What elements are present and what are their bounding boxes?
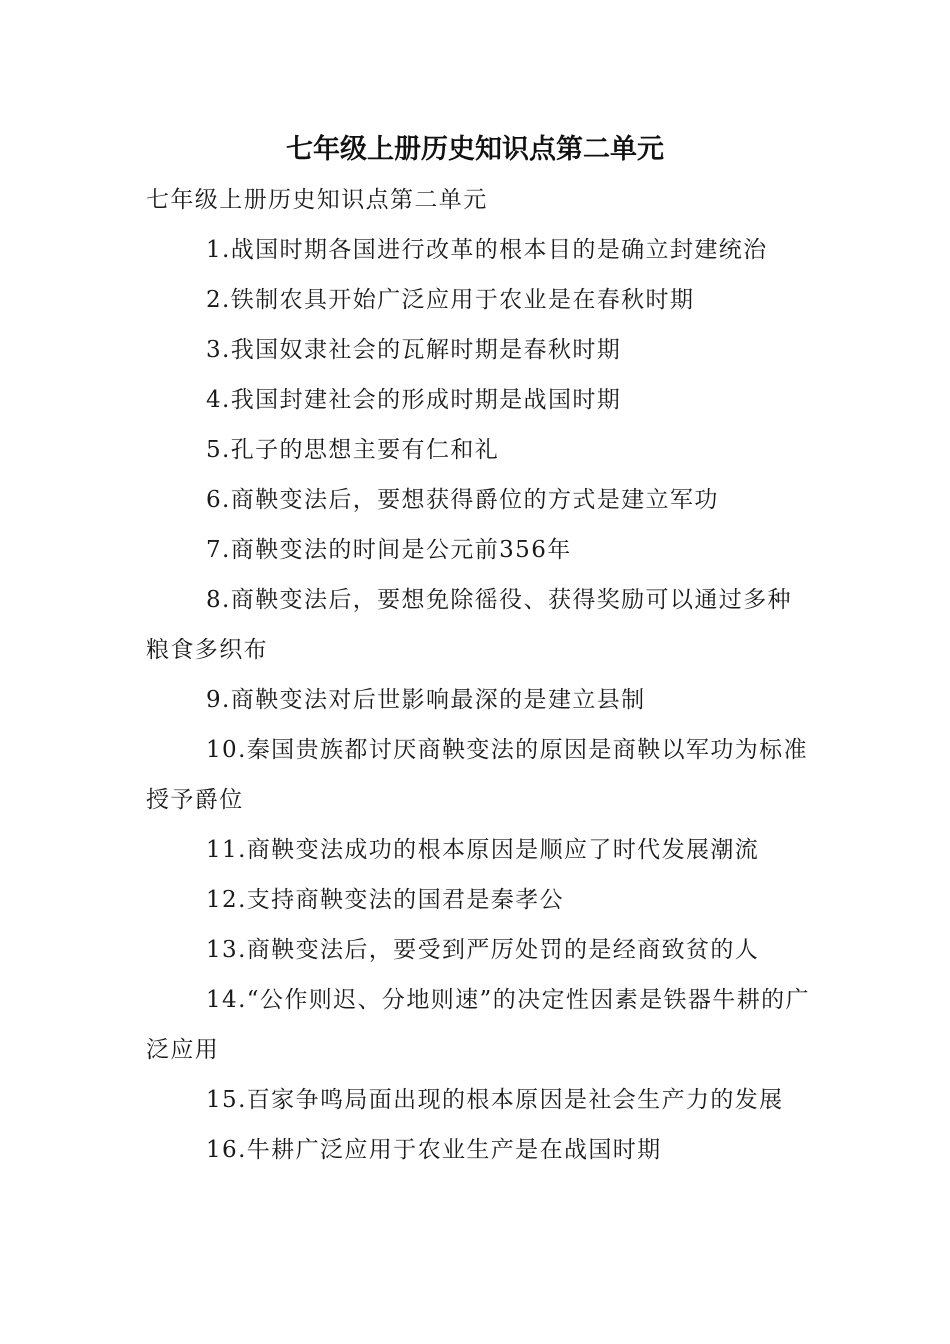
- knowledge-item: 3.我国奴隶社会的瓦解时期是春秋时期: [206, 337, 622, 363]
- knowledge-item: 13.商鞅变法后，要受到严厉处罚的是经商致贫的人: [206, 937, 760, 963]
- document-subtitle: 七年级上册历史知识点第二单元: [146, 187, 488, 213]
- knowledge-item: 11.商鞅变法成功的根本原因是顺应了时代发展潮流: [206, 837, 760, 863]
- knowledge-item: 2.铁制农具开始广泛应用于农业是在春秋时期: [206, 287, 695, 313]
- knowledge-item: 9.商鞅变法对后世影响最深的是建立县制: [206, 687, 646, 713]
- knowledge-item: 6.商鞅变法后，要想获得爵位的方式是建立军功: [206, 487, 719, 513]
- knowledge-item: 7.商鞅变法的时间是公元前356年: [206, 537, 572, 563]
- knowledge-item: 4.我国封建社会的形成时期是战国时期: [206, 387, 622, 413]
- document-title: 七年级上册历史知识点第二单元: [286, 134, 664, 165]
- knowledge-item: 1.战国时期各国进行改革的根本目的是确立封建统治: [206, 237, 768, 263]
- knowledge-item: 16.牛耕广泛应用于农业生产是在战国时期: [206, 1137, 662, 1163]
- knowledge-item: 14.“公作则迟、分地则速”的决定性因素是铁器牛耕的广泛应用: [146, 987, 810, 1063]
- knowledge-item: 10.秦国贵族都讨厌商鞅变法的原因是商鞅以军功为标准授予爵位: [146, 737, 808, 813]
- knowledge-item: 15.百家争鸣局面出现的根本原因是社会生产力的发展: [206, 1087, 784, 1113]
- knowledge-item: 8.商鞅变法后，要想免除徭役、获得奖励可以通过多种粮食多织布: [146, 587, 792, 663]
- knowledge-item: 12.支持商鞅变法的国君是秦孝公: [206, 887, 564, 913]
- knowledge-item: 5.孔子的思想主要有仁和礼: [206, 437, 500, 463]
- document-body: [146, 175, 810, 1175]
